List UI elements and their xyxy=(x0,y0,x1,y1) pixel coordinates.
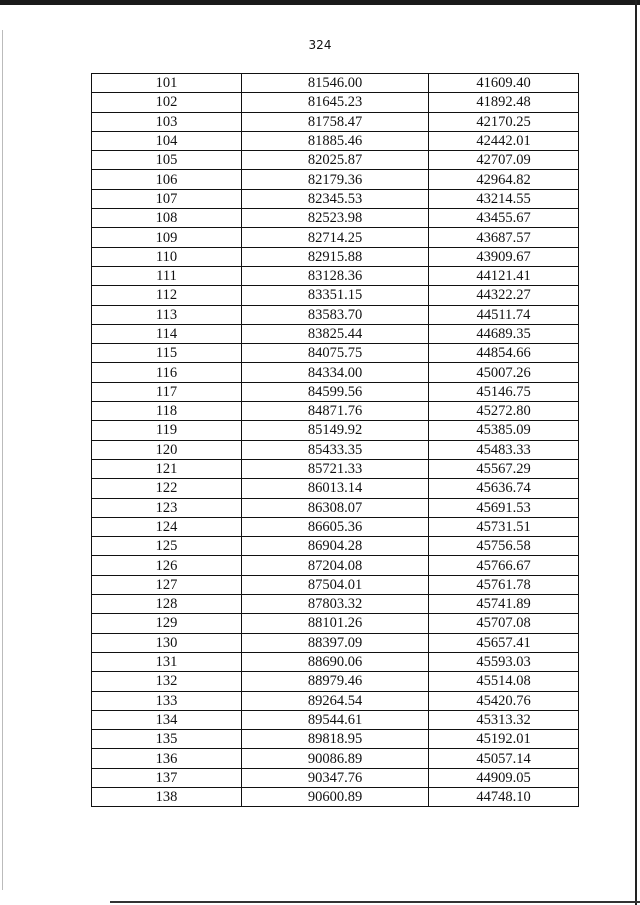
table-row xyxy=(92,440,579,459)
value-b-cell: 45146.75 xyxy=(429,382,579,401)
value-b-cell: 45272.80 xyxy=(429,402,579,421)
table-row xyxy=(92,730,579,749)
value-a-cell: 90086.89 xyxy=(242,749,429,768)
page-number: 324 xyxy=(308,38,332,52)
value-a-cell: 81645.23 xyxy=(242,93,429,112)
value-b-cell: 45313.32 xyxy=(429,710,579,729)
row-index-cell: 101 xyxy=(92,74,242,93)
row-index-cell: 138 xyxy=(92,787,242,806)
value-b-cell: 44689.35 xyxy=(429,324,579,343)
value-b-cell: 45756.58 xyxy=(429,537,579,556)
value-b-cell: 45420.76 xyxy=(429,691,579,710)
value-a-cell: 82523.98 xyxy=(242,209,429,228)
value-a-cell: 83583.70 xyxy=(242,305,429,324)
value-a-cell: 81885.46 xyxy=(242,131,429,150)
value-a-cell: 82714.25 xyxy=(242,228,429,247)
row-index-cell: 114 xyxy=(92,324,242,343)
row-index-cell: 127 xyxy=(92,575,242,594)
value-b-cell: 45657.41 xyxy=(429,633,579,652)
row-index-cell: 112 xyxy=(92,286,242,305)
row-index-cell: 115 xyxy=(92,344,242,363)
value-b-cell: 44854.66 xyxy=(429,344,579,363)
value-a-cell: 88979.46 xyxy=(242,672,429,691)
value-b-cell: 43214.55 xyxy=(429,189,579,208)
value-a-cell: 83825.44 xyxy=(242,324,429,343)
row-index-cell: 113 xyxy=(92,305,242,324)
value-b-cell: 44909.05 xyxy=(429,768,579,787)
table-row xyxy=(92,228,579,247)
value-a-cell: 87204.08 xyxy=(242,556,429,575)
value-b-cell: 43909.67 xyxy=(429,247,579,266)
value-a-cell: 84334.00 xyxy=(242,363,429,382)
value-b-cell: 45707.08 xyxy=(429,614,579,633)
value-b-cell: 45636.74 xyxy=(429,479,579,498)
value-a-cell: 86605.36 xyxy=(242,517,429,536)
table-row xyxy=(92,382,579,401)
row-index-cell: 134 xyxy=(92,710,242,729)
value-b-cell: 45731.51 xyxy=(429,517,579,536)
value-a-cell: 86308.07 xyxy=(242,498,429,517)
value-a-cell: 84075.75 xyxy=(242,344,429,363)
row-index-cell: 128 xyxy=(92,595,242,614)
value-a-cell: 83351.15 xyxy=(242,286,429,305)
value-a-cell: 88397.09 xyxy=(242,633,429,652)
value-b-cell: 43455.67 xyxy=(429,209,579,228)
value-a-cell: 81546.00 xyxy=(242,74,429,93)
table-row xyxy=(92,614,579,633)
row-index-cell: 103 xyxy=(92,112,242,131)
row-index-cell: 102 xyxy=(92,93,242,112)
value-b-cell: 42170.25 xyxy=(429,112,579,131)
row-index-cell: 110 xyxy=(92,247,242,266)
row-index-cell: 133 xyxy=(92,691,242,710)
value-b-cell: 45483.33 xyxy=(429,440,579,459)
table-row xyxy=(92,209,579,228)
value-a-cell: 86904.28 xyxy=(242,537,429,556)
data-table xyxy=(91,73,579,807)
row-index-cell: 107 xyxy=(92,189,242,208)
value-b-cell: 44322.27 xyxy=(429,286,579,305)
table-row xyxy=(92,595,579,614)
scan-edge-left xyxy=(2,30,3,890)
row-index-cell: 124 xyxy=(92,517,242,536)
value-b-cell: 45007.26 xyxy=(429,363,579,382)
value-b-cell: 44511.74 xyxy=(429,305,579,324)
table-row xyxy=(92,74,579,93)
table-row xyxy=(92,537,579,556)
value-a-cell: 82915.88 xyxy=(242,247,429,266)
value-a-cell: 89818.95 xyxy=(242,730,429,749)
row-index-cell: 118 xyxy=(92,402,242,421)
row-index-cell: 116 xyxy=(92,363,242,382)
table-row xyxy=(92,131,579,150)
value-a-cell: 89264.54 xyxy=(242,691,429,710)
row-index-cell: 121 xyxy=(92,459,242,478)
row-index-cell: 106 xyxy=(92,170,242,189)
value-b-cell: 45057.14 xyxy=(429,749,579,768)
table-row xyxy=(92,247,579,266)
table-row xyxy=(92,652,579,671)
value-b-cell: 44748.10 xyxy=(429,787,579,806)
value-a-cell: 82025.87 xyxy=(242,151,429,170)
value-a-cell: 84599.56 xyxy=(242,382,429,401)
row-index-cell: 129 xyxy=(92,614,242,633)
value-a-cell: 84871.76 xyxy=(242,402,429,421)
value-b-cell: 45766.67 xyxy=(429,556,579,575)
value-a-cell: 81758.47 xyxy=(242,112,429,131)
value-a-cell: 87504.01 xyxy=(242,575,429,594)
table-row xyxy=(92,787,579,806)
scan-edge-right xyxy=(635,0,637,905)
value-b-cell: 45741.89 xyxy=(429,595,579,614)
table-row xyxy=(92,170,579,189)
table-row xyxy=(92,691,579,710)
row-index-cell: 109 xyxy=(92,228,242,247)
table-row xyxy=(92,556,579,575)
row-index-cell: 120 xyxy=(92,440,242,459)
row-index-cell: 117 xyxy=(92,382,242,401)
value-b-cell: 45385.09 xyxy=(429,421,579,440)
table-row xyxy=(92,112,579,131)
row-index-cell: 132 xyxy=(92,672,242,691)
row-index-cell: 108 xyxy=(92,209,242,228)
value-a-cell: 83128.36 xyxy=(242,266,429,285)
row-index-cell: 122 xyxy=(92,479,242,498)
value-b-cell: 43687.57 xyxy=(429,228,579,247)
value-a-cell: 87803.32 xyxy=(242,595,429,614)
value-b-cell: 41609.40 xyxy=(429,74,579,93)
value-a-cell: 85721.33 xyxy=(242,459,429,478)
row-index-cell: 131 xyxy=(92,652,242,671)
row-index-cell: 105 xyxy=(92,151,242,170)
table-row xyxy=(92,344,579,363)
value-a-cell: 88101.26 xyxy=(242,614,429,633)
row-index-cell: 123 xyxy=(92,498,242,517)
value-b-cell: 45593.03 xyxy=(429,652,579,671)
table-row xyxy=(92,93,579,112)
value-b-cell: 41892.48 xyxy=(429,93,579,112)
scan-edge-bottom xyxy=(110,901,640,903)
value-b-cell: 42964.82 xyxy=(429,170,579,189)
value-a-cell: 90347.76 xyxy=(242,768,429,787)
value-b-cell: 45761.78 xyxy=(429,575,579,594)
row-index-cell: 111 xyxy=(92,266,242,285)
table-row xyxy=(92,749,579,768)
row-index-cell: 130 xyxy=(92,633,242,652)
value-b-cell: 45192.01 xyxy=(429,730,579,749)
value-b-cell: 42707.09 xyxy=(429,151,579,170)
table-row xyxy=(92,633,579,652)
table-row xyxy=(92,286,579,305)
table-row xyxy=(92,498,579,517)
value-a-cell: 89544.61 xyxy=(242,710,429,729)
table-row xyxy=(92,768,579,787)
table-row xyxy=(92,363,579,382)
value-a-cell: 88690.06 xyxy=(242,652,429,671)
value-b-cell: 45514.08 xyxy=(429,672,579,691)
row-index-cell: 104 xyxy=(92,131,242,150)
value-a-cell: 86013.14 xyxy=(242,479,429,498)
table-row xyxy=(92,517,579,536)
table-row xyxy=(92,305,579,324)
table-body xyxy=(92,74,579,807)
value-a-cell: 90600.89 xyxy=(242,787,429,806)
value-b-cell: 45567.29 xyxy=(429,459,579,478)
table-row xyxy=(92,189,579,208)
row-index-cell: 137 xyxy=(92,768,242,787)
row-index-cell: 135 xyxy=(92,730,242,749)
table-row xyxy=(92,672,579,691)
table-row xyxy=(92,479,579,498)
row-index-cell: 136 xyxy=(92,749,242,768)
value-a-cell: 85433.35 xyxy=(242,440,429,459)
value-b-cell: 44121.41 xyxy=(429,266,579,285)
value-a-cell: 82345.53 xyxy=(242,189,429,208)
value-a-cell: 85149.92 xyxy=(242,421,429,440)
value-a-cell: 82179.36 xyxy=(242,170,429,189)
table-row xyxy=(92,151,579,170)
table-row xyxy=(92,402,579,421)
value-b-cell: 42442.01 xyxy=(429,131,579,150)
table-row xyxy=(92,266,579,285)
value-b-cell: 45691.53 xyxy=(429,498,579,517)
table-row xyxy=(92,421,579,440)
table-row xyxy=(92,324,579,343)
table-row xyxy=(92,459,579,478)
row-index-cell: 125 xyxy=(92,537,242,556)
row-index-cell: 126 xyxy=(92,556,242,575)
table-row xyxy=(92,575,579,594)
scan-edge-top xyxy=(0,0,640,5)
row-index-cell: 119 xyxy=(92,421,242,440)
table-row xyxy=(92,710,579,729)
